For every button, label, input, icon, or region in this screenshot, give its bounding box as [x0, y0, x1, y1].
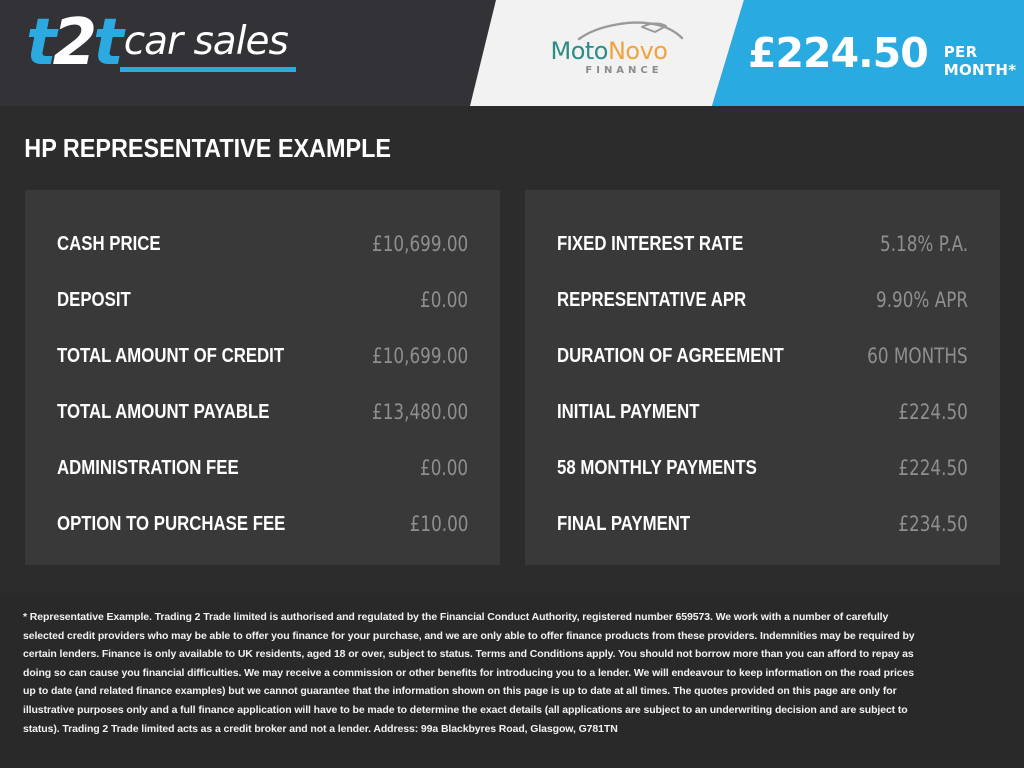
page-title: HP REPRESENTATIVE EXAMPLE [24, 133, 391, 163]
finance-row-value: £224.50 [898, 400, 968, 424]
header [0, 0, 1024, 106]
car-sales-wordmark: car sales [120, 22, 296, 72]
finance-row-value: £10,699.00 [371, 344, 468, 368]
t2t-logo-mark [26, 6, 118, 80]
finance-panel-right [525, 190, 1000, 565]
moto-text: Moto [550, 37, 608, 65]
novo-text: Novo [607, 37, 668, 65]
motonovo-wordmark [524, 38, 694, 64]
price-banner [748, 0, 1024, 106]
finance-row [557, 328, 968, 384]
finance-row-value: 9.90% APR [875, 288, 968, 312]
finance-row-value: £0.00 [419, 456, 468, 480]
finance-row-label: REPRESENTATIVE APR [557, 288, 747, 311]
per-month-label: PER MONTH* [943, 43, 1017, 79]
finance-row [57, 384, 468, 440]
finance-row-label: ADMINISTRATION FEE [57, 456, 239, 479]
finance-row-label: TOTAL AMOUNT PAYABLE [57, 400, 270, 423]
finance-row [57, 496, 468, 552]
finance-panels [25, 190, 1000, 565]
finance-row [557, 440, 968, 496]
finance-row [557, 216, 968, 272]
finance-row-value: £224.50 [898, 456, 968, 480]
t2t-number: 2 [52, 6, 92, 80]
finance-row [57, 216, 468, 272]
finance-row [57, 328, 468, 384]
finance-row-label: FINAL PAYMENT [557, 512, 691, 535]
finance-row-value: £10,699.00 [371, 232, 468, 256]
monthly-price: £224.50 [748, 29, 928, 77]
finance-row-label: INITIAL PAYMENT [557, 400, 700, 423]
finance-row [557, 496, 968, 552]
finance-row [557, 272, 968, 328]
motonovo-finance-logo [524, 18, 694, 76]
finance-row-label: DURATION OF AGREEMENT [557, 344, 784, 367]
finance-row-label: CASH PRICE [57, 232, 161, 255]
finance-row-value: 5.18% P.A. [879, 232, 968, 256]
finance-row-value: 60 MONTHS [867, 344, 968, 368]
footer [0, 593, 1024, 768]
finance-row-label: OPTION TO PURCHASE FEE [57, 512, 286, 535]
finance-row-value: £13,480.00 [371, 400, 468, 424]
finance-row [557, 384, 968, 440]
finance-row-label: FIXED INTEREST RATE [557, 232, 744, 255]
finance-row-label: 58 MONTHLY PAYMENTS [557, 456, 757, 479]
finance-row-label: DEPOSIT [57, 288, 131, 311]
finance-row-label: TOTAL AMOUNT OF CREDIT [57, 344, 285, 367]
disclaimer-text: * Representative Example. Trading 2 Trade limited is authorised and regulated by the Financial Conduct Authority, registered number 659573. We work with a number of carefully selected credit providers who may be able to offer you finance for your purchase, and we are only able to offer finance products from these providers. Indemnities may be required by certain lenders. Finance is only available to UK residents, aged 18 or over, subject to status. Terms and Conditions apply. You should not borrow more than you can afford to repay as doing so can cause you financial difficulties. We may receive a commission or other benefits for introducing you to a lender. We will endeavour to keep information on the road prices up to date (and related finance examples) but we cannot guarantee that the information shown on this page is up to date at all times. The quotes provided on this page are only for illustrative purposes only and a full finance application will have to be made to determine the exact details (all applications are subject to an underwriting decision and are subject to status). Trading 2 Trade limited acts as a credit broker and not a lender. Address: 99a Blackbyres Road, Glasgow, G781TN [23, 611, 915, 735]
t2t-letter: t [93, 6, 118, 80]
finance-row-value: £10.00 [409, 512, 468, 536]
t2t-car-sales-logo [26, 6, 296, 80]
finance-text: FINANCE [585, 65, 663, 77]
t2t-letter: t [26, 6, 51, 80]
finance-row [57, 272, 468, 328]
finance-example-section [0, 106, 1024, 593]
finance-row [57, 440, 468, 496]
finance-panel-left [25, 190, 500, 565]
finance-row-value: £0.00 [419, 288, 468, 312]
finance-row-value: £234.50 [898, 512, 968, 536]
